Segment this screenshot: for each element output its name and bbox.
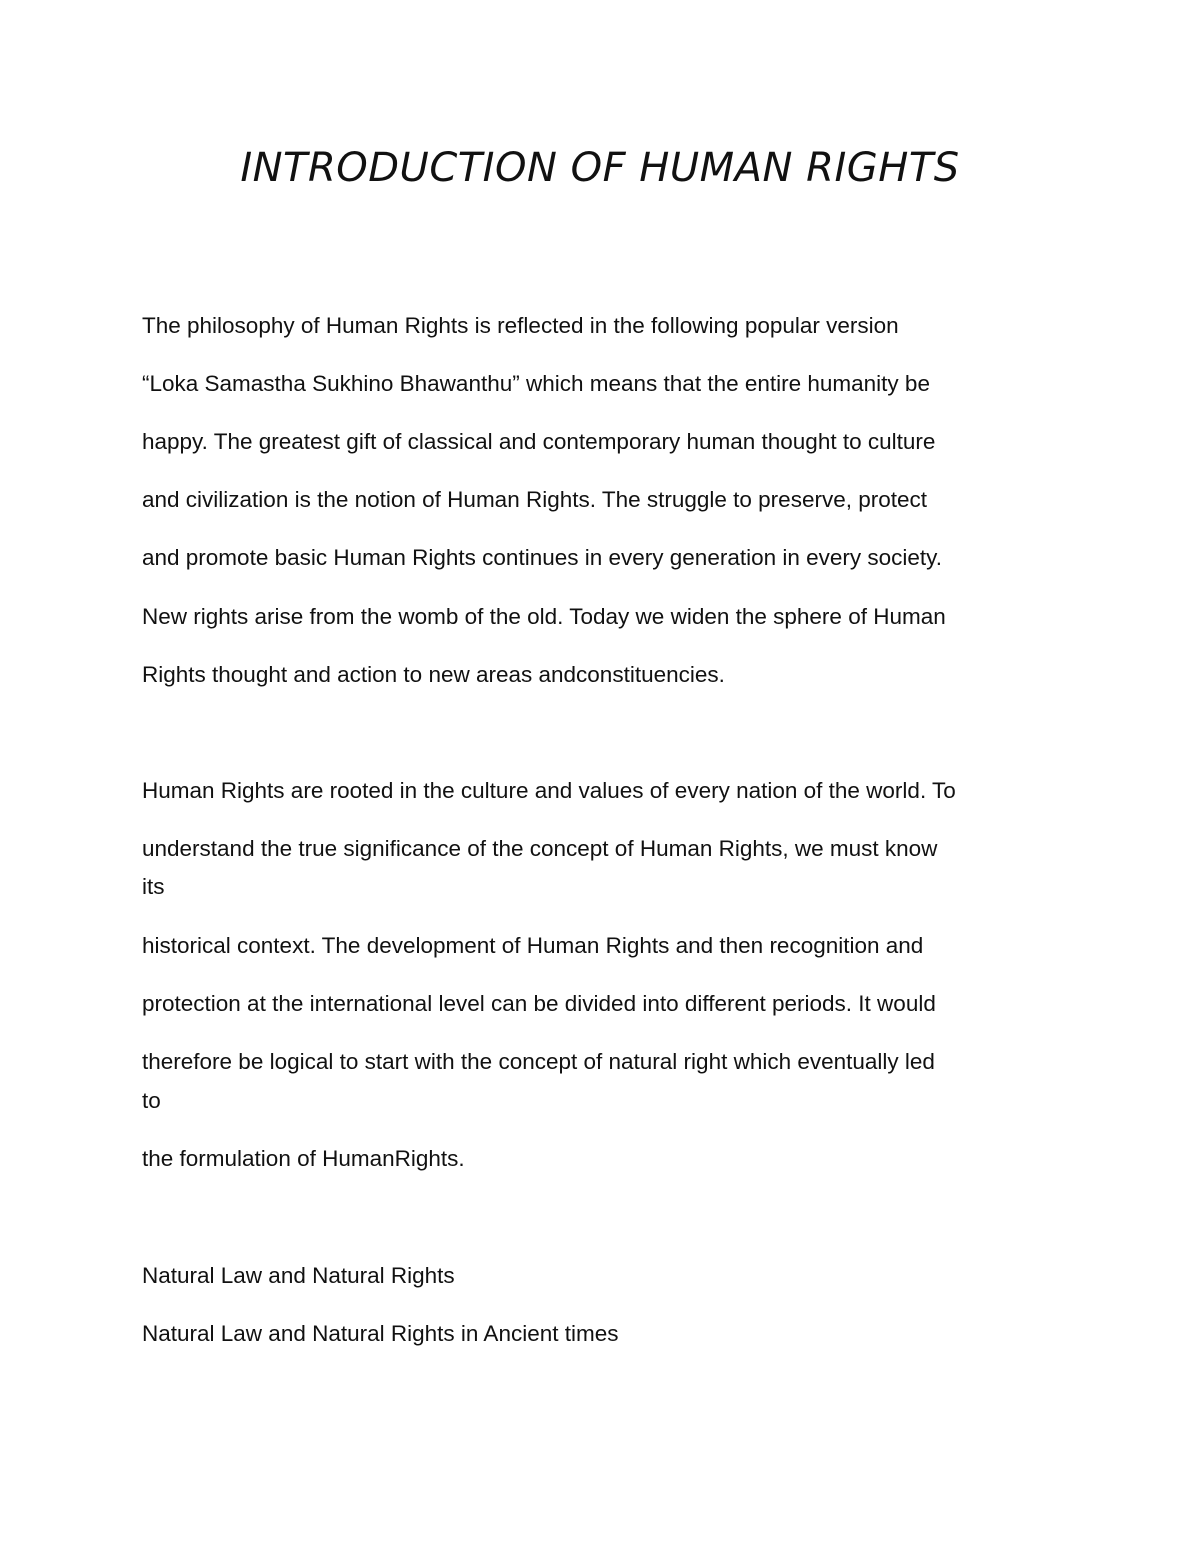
section-heading: Natural Law and Natural Rights bbox=[142, 1263, 455, 1288]
paragraph-line: the formulation of HumanRights. bbox=[142, 1146, 465, 1171]
paragraph-line: New rights arise from the womb of the old. Today we widen the sphere of Human bbox=[142, 604, 946, 629]
paragraph-line: historical context. The development of Human Rights and then recognition and bbox=[142, 933, 924, 958]
paragraph-line: to bbox=[142, 1088, 161, 1113]
paragraph-line: protection at the international level can be divided into different periods. It would bbox=[142, 991, 936, 1016]
paragraph-line: and promote basic Human Rights continues in every generation in every society. bbox=[142, 545, 943, 570]
paragraph-line: “Loka Samastha Sukhino Bhawanthu” which means that the entire humanity be bbox=[142, 371, 930, 396]
paragraph-line: its bbox=[142, 874, 165, 899]
paragraph-line: Rights thought and action to new areas andconstituencies. bbox=[142, 662, 725, 687]
paragraph-line: therefore be logical to start with the concept of natural right which eventually led bbox=[142, 1049, 935, 1074]
document-title: INTRODUCTION OF HUMAN RIGHTS bbox=[240, 145, 960, 191]
paragraph-line: happy. The greatest gift of classical and contemporary human thought to culture bbox=[142, 429, 936, 454]
paragraph-line: Human Rights are rooted in the culture and values of every nation of the world. To bbox=[142, 778, 956, 803]
paragraph-line: The philosophy of Human Rights is reflected in the following popular version bbox=[142, 313, 899, 338]
paragraph-line: and civilization is the notion of Human Rights. The struggle to preserve, protect bbox=[142, 487, 927, 512]
paragraph-line: understand the true significance of the concept of Human Rights, we must know bbox=[142, 836, 938, 861]
subsection-heading: Natural Law and Natural Rights in Ancient times bbox=[142, 1321, 619, 1346]
